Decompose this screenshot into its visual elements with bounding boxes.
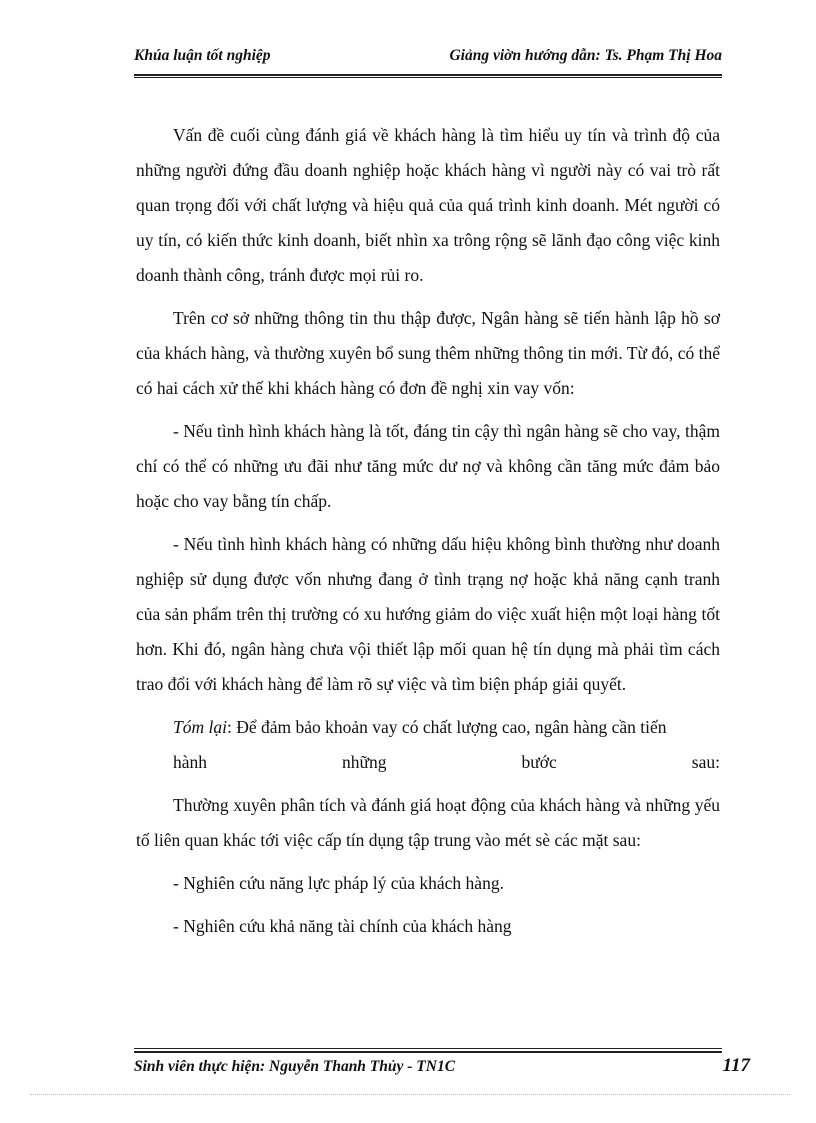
summary-continuation	[136, 745, 720, 780]
bullet-paragraph: - Nếu tình hình khách hàng là tốt, đáng tin cậy thì ngân hàng sẽ cho vay, thậm chí có thể có những ưu đãi như tăng mức dư nợ và không cần tăng mức đảm bảo hoặc cho vay bằng tín chấp.	[136, 421, 720, 511]
summary-text: : Để đảm bảo khoản vay có chất lượng cao, ngân hàng cần tiến	[226, 717, 667, 737]
spread-word: hành	[173, 752, 208, 772]
page-footer	[134, 1055, 750, 1079]
paragraph: Trên cơ sở những thông tin thu thập được, Ngân hàng sẽ tiến hành lập hồ sơ của khách hàng, và thường xuyên bổ sung thêm những thông tin mới. Từ đó, có thể có hai cách xử thế khi khách hàng có đơn đề nghị xin vay vốn:	[136, 308, 720, 398]
page-header	[134, 47, 722, 69]
footer-rule-thin	[134, 1048, 722, 1049]
bullet-paragraph: - Nghiên cứu khả năng tài chính của khách hàng	[173, 916, 512, 936]
header-rule-thin	[134, 77, 722, 78]
document-body	[136, 118, 720, 944]
paragraph: Vấn đề cuối cùng đánh giá về khách hàng là tìm hiểu uy tín và trình độ của những người đứng đầu doanh nghiệp hoặc khách hàng vì người này có vai trò rất quan trọng đối với chất lượng và hiệu quả của quá trình kinh doanh. Mét người có uy tín, có kiến thức kinh doanh, biết nhìn xa trông rộng sẽ lãnh đạo công việc kinh doanh thành công, tránh được mọi rủi ro.	[136, 125, 720, 285]
summary-label: Tóm lại	[173, 717, 227, 737]
page-number: 117	[722, 1055, 750, 1076]
paragraph: Thường xuyên phân tích và đánh giá hoạt động của khách hàng và những yếu tố liên quan khác tới việc cấp tín dụng tập trung vào mét sè các mặt sau:	[136, 795, 720, 850]
spread-word: sau:	[691, 752, 720, 772]
header-supervisor: Giảng viờn hướng dẫn: Ts. Phạm Thị Hoa	[449, 47, 722, 64]
footer-rule	[134, 1051, 722, 1053]
header-rule	[134, 74, 722, 76]
summary-paragraph	[136, 710, 720, 745]
footer-student: Sinh viên thực hiện: Nguyễn Thanh Thủy - TN1C	[134, 1058, 456, 1075]
bullet-paragraph: - Nghiên cứu năng lực pháp lý của khách hàng.	[173, 873, 504, 893]
spread-word: những	[342, 752, 387, 772]
spread-word: bước	[521, 752, 557, 772]
page-edge-dotted-line	[30, 1094, 790, 1095]
bullet-paragraph: - Nếu tình hình khách hàng có những dấu hiệu không bình thường như doanh nghiệp sử dụng được vốn nhưng đang ở tình trạng nợ hoặc khả năng cạnh tranh của sản phẩm trên thị trường có xu hướng giảm do việc xuất hiện một loại hàng tốt hơn. Khi đó, ngân hàng chưa vội thiết lập mối quan hệ tín dụng mà phải tìm cách trao đổi với khách hàng để làm rõ sự việc và tìm biện pháp giải quyết.	[136, 534, 720, 694]
header-thesis-title: Khúa luận tốt nghiệp	[134, 47, 271, 64]
